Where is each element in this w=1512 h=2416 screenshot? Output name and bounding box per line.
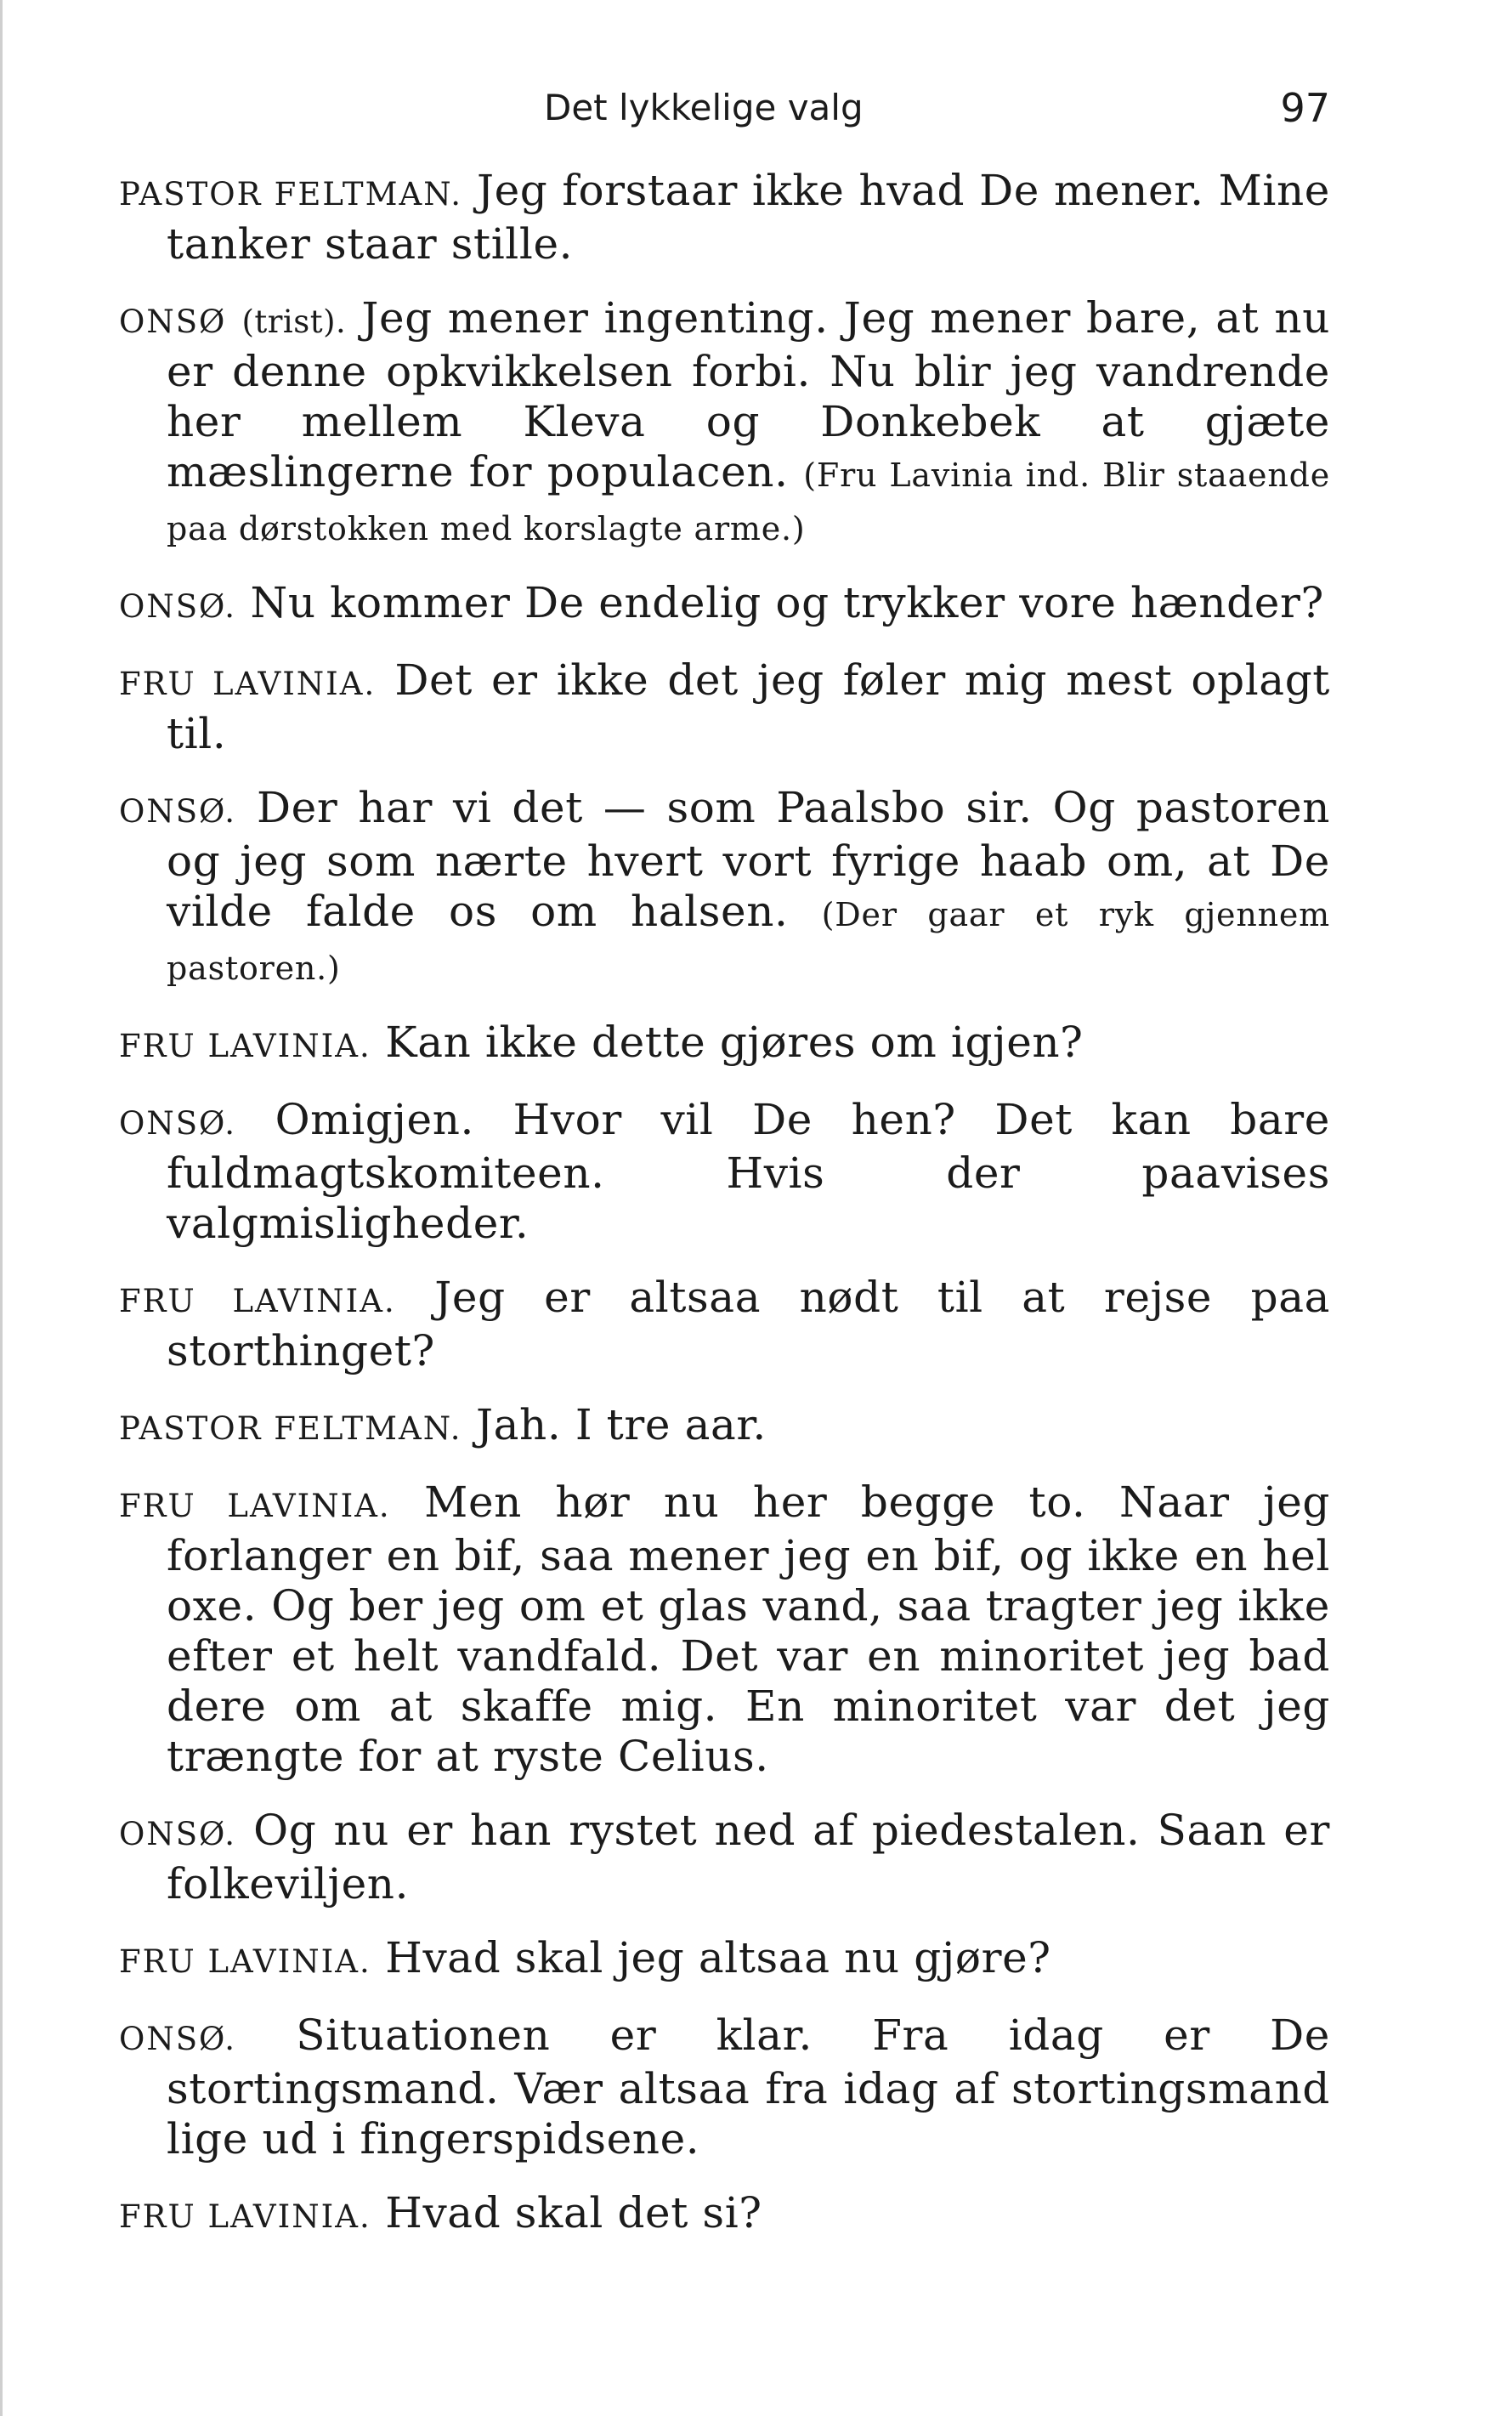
play-dialogue bbox=[119, 166, 1330, 2266]
speech-text: Omigjen. Hvor vil De hen? Det kan bare fuldmagtskomiteen. Hvis der paavises valgmisligheder. bbox=[167, 1095, 1330, 1248]
speech-line bbox=[119, 1095, 1330, 1249]
speech-line bbox=[119, 2188, 1330, 2242]
speaker-name: FRU LAVINIA. bbox=[119, 1488, 391, 1524]
stage-direction: (Fru Lavinia ind. Blir staaende paa dørstokken med korslagte arme.) bbox=[167, 457, 1331, 547]
speaker-name: ONSØ. bbox=[119, 2021, 236, 2057]
speech-line bbox=[119, 1933, 1330, 1987]
page-number: 97 bbox=[1280, 85, 1330, 131]
speech-line bbox=[119, 166, 1330, 269]
speech-text: Og nu er han rystet ned af piedestalen. Saan er folkeviljen. bbox=[167, 1806, 1330, 1908]
speech-text: Men hør nu her begge to. Naar jeg forlanger en bif, saa mener jeg en bif, og ikke en hel oxe. Og ber jeg om et glas vand, saa tragter jeg ikke efter et helt vandfald. Det var en minoritet jeg bad dere om at skaffe mig. En minoritet var det jeg trængte for at ryste Celius. bbox=[167, 1477, 1330, 1781]
speech-text: Det er ikke det jeg føler mig mest oplagt til. bbox=[167, 655, 1330, 758]
speaker-name: FRU LAVINIA. bbox=[119, 2198, 371, 2235]
speaker-name: ONSØ. bbox=[119, 1816, 236, 1852]
speaker-name: FRU LAVINIA. bbox=[119, 1943, 371, 1980]
speech-line bbox=[119, 2010, 1330, 2164]
speech-text: Hvad skal det si? bbox=[385, 2188, 762, 2237]
speech-line bbox=[119, 655, 1330, 759]
speaker-name: ONSØ. bbox=[119, 588, 236, 625]
speech-line bbox=[119, 1273, 1330, 1376]
speech-line bbox=[119, 1477, 1330, 1782]
speech-text: Nu kommer De endelig og trykker vore hænder? bbox=[250, 578, 1324, 627]
speaker-name: FRU LAVINIA. bbox=[119, 1028, 371, 1064]
speech-text: Jeg er altsaa nødt til at rejse paa storthinget? bbox=[167, 1273, 1331, 1375]
speaker-name: PASTOR FELTMAN. bbox=[119, 176, 462, 213]
speech-line bbox=[119, 1018, 1330, 1071]
speaker-name: ONSØ. bbox=[119, 1105, 236, 1142]
speech-text: Hvad skal jeg altsaa nu gjøre? bbox=[385, 1933, 1051, 1982]
speech-text: Jeg mener ingenting. Jeg mener bare, at nu er denne opkvikkelsen forbi. Nu blir jeg vandrende her mellem Kleva og Donkebek at gjæte mæslingerne for populacen. bbox=[167, 293, 1330, 496]
speaker-name: ONSØ bbox=[119, 303, 227, 340]
stage-direction: (Der gaar et ryk gjennem pastoren.) bbox=[167, 896, 1330, 987]
speech-line bbox=[119, 1400, 1330, 1454]
page-edge-shadow bbox=[0, 0, 3, 2416]
running-title: Det lykkelige valg bbox=[544, 87, 864, 128]
speech-text: Jeg forstaar ikke hvad De mener. Mine tanker staar stille. bbox=[167, 166, 1330, 269]
speech-line bbox=[119, 293, 1330, 554]
inline-direction: (trist). bbox=[241, 303, 347, 340]
speech-text: Situationen er klar. Fra idag er De stortingsmand. Vær altsaa fra idag af stortingsmand lige ud i fingerspidsene. bbox=[167, 2010, 1330, 2164]
speech-text: Jah. I tre aar. bbox=[476, 1400, 767, 1449]
speaker-name: FRU LAVINIA. bbox=[119, 1283, 396, 1319]
speech-text: Kan ikke dette gjøres om igjen? bbox=[385, 1018, 1084, 1067]
speech-line bbox=[119, 783, 1330, 994]
speaker-name: FRU LAVINIA. bbox=[119, 666, 377, 702]
speech-text: Der har vi det — som Paalsbo sir. Og pastoren og jeg som nærte hvert vort fyrige haab om, at De vilde falde os om halsen. bbox=[167, 783, 1330, 936]
running-header bbox=[0, 78, 1512, 138]
speech-line bbox=[119, 1806, 1330, 1909]
speech-line bbox=[119, 578, 1330, 632]
speaker-name: ONSØ. bbox=[119, 793, 236, 830]
speaker-name: PASTOR FELTMAN. bbox=[119, 1410, 462, 1447]
